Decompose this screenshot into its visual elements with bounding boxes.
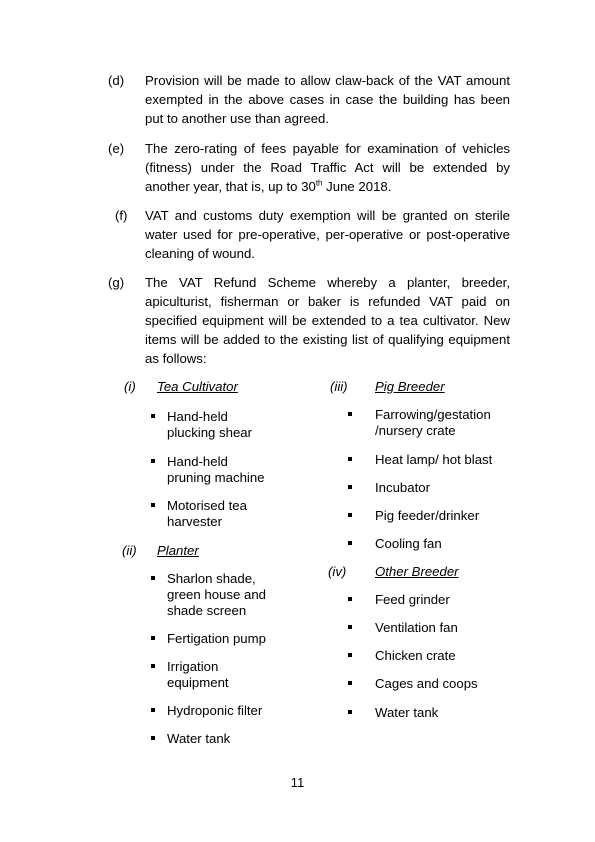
bullet xyxy=(348,457,352,461)
bullet xyxy=(151,459,155,463)
bullet xyxy=(348,710,352,714)
paragraph-text-part: The zero-rating of fees payable for examination of vehicles (fitness) under the Road Traffic Act will be extended by another year, that is, up to 30 xyxy=(145,141,510,194)
paragraph-text: VAT and customs duty exemption will be granted on sterile water used for pre-operative, per-operative or post-operative cleaning of wound. xyxy=(145,208,510,261)
bullet xyxy=(151,503,155,507)
bullet xyxy=(151,708,155,712)
paragraph-g xyxy=(108,273,510,368)
list-number: (iii) xyxy=(330,379,348,394)
list-item-text: Ventilation fan xyxy=(375,620,458,635)
list-item-text: Hand-held pruning machine xyxy=(167,454,265,485)
bullet xyxy=(348,412,352,416)
paragraph-label: (f) xyxy=(115,208,128,223)
paragraph-label: (g) xyxy=(108,275,125,290)
bullet xyxy=(151,414,155,418)
bullet xyxy=(348,541,352,545)
bullet xyxy=(151,636,155,640)
paragraph-text: Provision will be made to allow claw-back of the VAT amount exempted in the above cases in case the building has been put to another use than agreed. xyxy=(145,73,510,126)
list-number: (ii) xyxy=(122,543,137,558)
list-item-text: Cages and coops xyxy=(375,676,478,691)
paragraph-text: The VAT Refund Scheme whereby a planter, breeder, apiculturist, fisherman or baker is refunded VAT paid on specified equipment will be extended to a tea cultivator. New items will be added to the existing list of qualifying equipment as follows: xyxy=(145,275,510,366)
paragraph-d xyxy=(108,71,510,128)
list-item-text: Motorised tea harvester xyxy=(167,498,247,529)
paragraph-text xyxy=(145,139,510,196)
bullet xyxy=(151,736,155,740)
bullet xyxy=(348,485,352,489)
list-item-text: Pig feeder/drinker xyxy=(375,508,480,523)
paragraph-label: (d) xyxy=(108,73,125,88)
superscript: th xyxy=(315,178,323,188)
list-item-text: Irrigation equipment xyxy=(167,659,229,690)
list-title: Pig Breeder xyxy=(375,379,445,394)
list-item-text: Feed grinder xyxy=(375,592,450,607)
paragraph-f xyxy=(108,206,510,263)
bullet xyxy=(151,664,155,668)
list-item-text: Fertigation pump xyxy=(167,631,266,646)
list-item-text: Chicken crate xyxy=(375,648,456,663)
page-number: 11 xyxy=(290,775,305,790)
list-item-text: Hydroponic filter xyxy=(167,703,263,718)
list-title: Planter xyxy=(157,543,199,558)
list-item-text: Heat lamp/ hot blast xyxy=(375,452,493,467)
list-item-text: Incubator xyxy=(375,480,430,495)
bullet xyxy=(348,625,352,629)
list-item-text: Cooling fan xyxy=(375,536,442,551)
list-number: (iv) xyxy=(328,564,347,579)
paragraph-label: (e) xyxy=(108,141,125,156)
list-item-text: Hand-held plucking shear xyxy=(167,409,253,440)
list-item-text: Water tank xyxy=(375,705,439,720)
bullet xyxy=(348,653,352,657)
list-title: Tea Cultivator xyxy=(157,379,238,394)
bullet xyxy=(348,681,352,685)
bullet xyxy=(151,576,155,580)
bullet xyxy=(348,597,352,601)
bullet xyxy=(348,513,352,517)
list-number: (i) xyxy=(124,379,136,394)
paragraph-e xyxy=(108,139,510,196)
list-item-text: Water tank xyxy=(167,731,231,746)
list-item-text: Farrowing/gestation /nursery crate xyxy=(375,407,491,438)
list-title: Other Breeder xyxy=(375,564,459,579)
paragraph-text-part: June 2018. xyxy=(322,179,392,194)
list-item-text: Sharlon shade, green house and shade screen xyxy=(167,571,266,618)
